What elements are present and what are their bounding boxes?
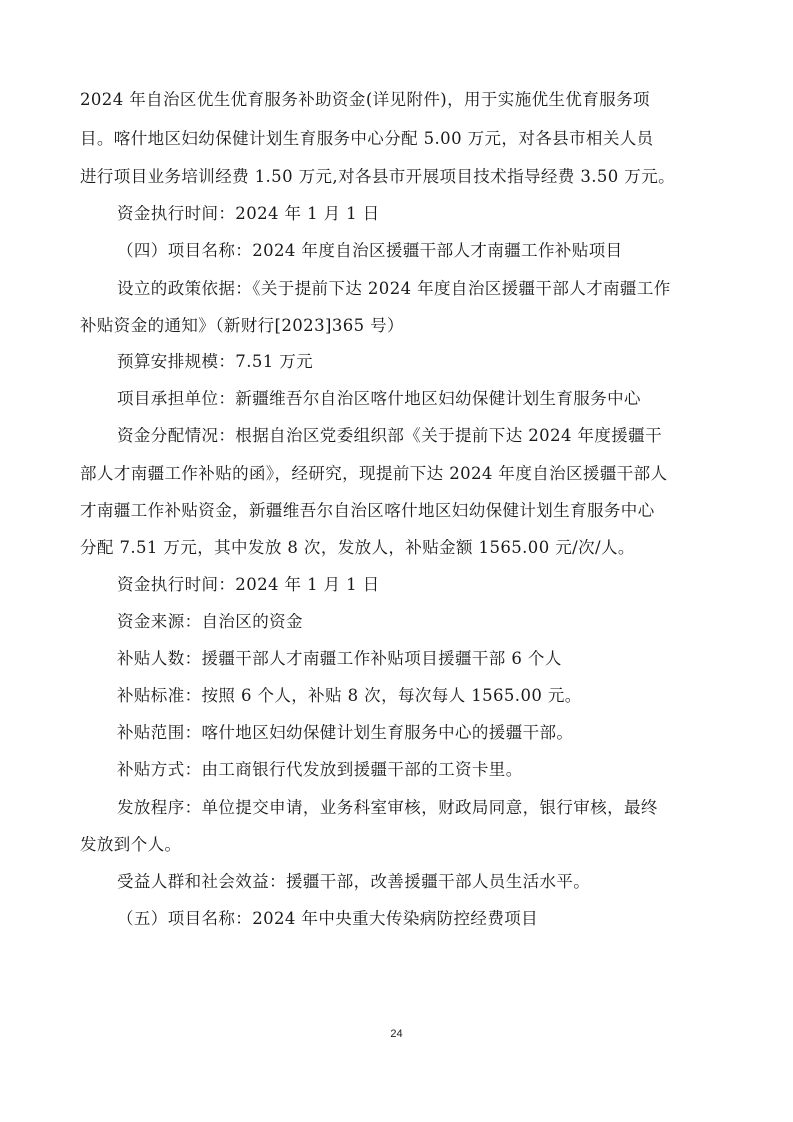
paragraph-line: 补贴范围：喀什地区妇幼保健计划生育服务中心的援疆干部。 <box>117 723 574 742</box>
paragraph-line: 2024 年自治区优生优育服务补助资金(详见附件)，用于实施优生优育服务项 <box>80 90 650 109</box>
paragraph-line: 补贴方式：由工商银行代发放到援疆干部的工资卡里。 <box>117 760 523 779</box>
paragraph-line: 补贴资金的通知》（新财行[2023]365 号） <box>80 316 404 335</box>
paragraph-line: 分配 7.51 万元，其中发放 8 次，发放人，补贴金额 1565.00 元/次/人。 <box>80 538 635 557</box>
paragraph-line: 预算安排规模：7.51 万元 <box>117 352 314 371</box>
paragraph-line: 资金分配情况：根据自治区党委组织部《关于提前下达 2024 年度援疆干 <box>117 426 662 445</box>
paragraph-line: 设立的政策依据：《关于提前下达 2024 年度自治区援疆干部人才南疆工作 <box>117 279 671 298</box>
paragraph-line: 才南疆工作补贴资金，新疆维吾尔自治区喀什地区妇幼保健计划生育服务中心 <box>80 501 655 520</box>
paragraph-line: 资金来源：自治区的资金 <box>117 612 303 631</box>
paragraph-line: 进行项目业务培训经费 1.50 万元,对各县市开展项目技术指导经费 3.50 万元。 <box>80 167 676 186</box>
paragraph-line: 补贴标准：按照 6 个人，补贴 8 次，每次每人 1565.00 元。 <box>117 686 582 705</box>
paragraph-line: 发放到个人。 <box>80 835 182 854</box>
page-number: 24 <box>390 1028 403 1040</box>
paragraph-line: 项目承担单位：新疆维吾尔自治区喀什地区妇幼保健计划生育服务中心 <box>117 389 641 408</box>
section-heading: （四）项目名称：2024 年度自治区援疆干部人才南疆工作补贴项目 <box>117 241 623 260</box>
section-heading: （五）项目名称：2024 年中央重大传染病防控经费项目 <box>117 909 539 928</box>
paragraph-line: 目。喀什地区妇幼保健计划生育服务中心分配 5.00 万元，对各县市相关人员 <box>80 129 654 148</box>
paragraph-line: 发放程序：单位提交申请，业务科室审核，财政局同意，银行审核，最终 <box>117 798 658 817</box>
paragraph-line: 补贴人数：援疆干部人才南疆工作补贴项目援疆干部 6 个人 <box>117 649 562 668</box>
paragraph-line: 部人才南疆工作补贴的函》，经研究，现提前下达 2024 年度自治区援疆干部人 <box>80 464 668 483</box>
paragraph-line: 资金执行时间：2024 年 1 月 1 日 <box>117 204 380 223</box>
paragraph-line: 资金执行时间：2024 年 1 月 1 日 <box>117 575 380 594</box>
paragraph-line: 受益人群和社会效益：援疆干部，改善援疆干部人员生活水平。 <box>117 872 591 891</box>
